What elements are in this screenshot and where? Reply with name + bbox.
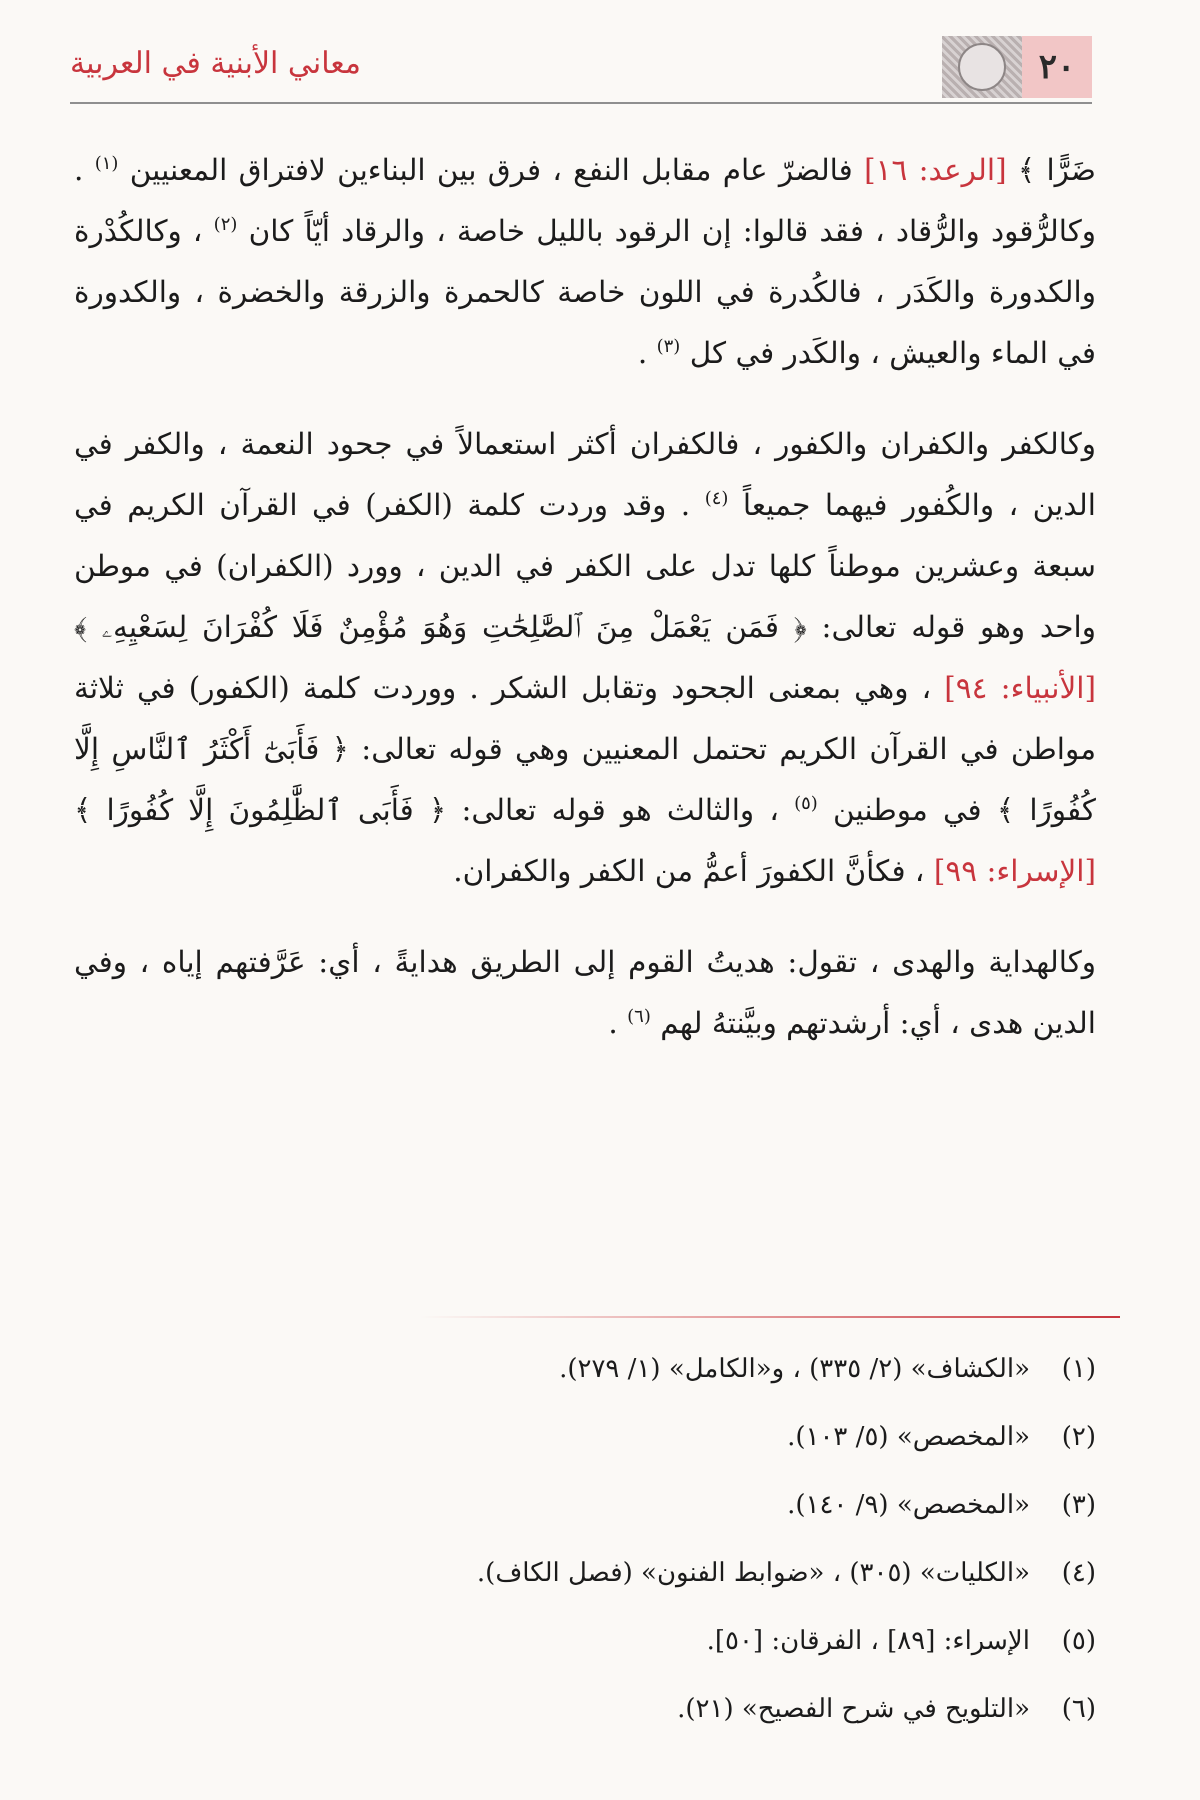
footnote-item: [74, 1420, 1096, 1488]
paragraph-1: [74, 140, 1096, 384]
body-text: . وكالرُّقود والرُّقاد ، فقد قالوا: إن الرقود بالليل خاصة ، والرقاد أيّاً كان: [74, 153, 1096, 248]
footnote-number: (٢): [1061, 1422, 1096, 1452]
footnote-text: «المخصص» (٩/ ١٤٠).: [787, 1490, 1030, 1520]
footnote-number: (٦): [1061, 1694, 1096, 1724]
paragraph-2: [74, 414, 1096, 902]
footnote-marker: (٥): [794, 793, 818, 815]
footnote-marker: (٦): [627, 1006, 651, 1028]
body-text: في موطنين: [833, 793, 982, 827]
footnote-item: [74, 1352, 1096, 1420]
footnote-text: «الكشاف» (٢/ ٣٣٥) ، و«الكامل» (١/ ٢٧٩).: [559, 1354, 1030, 1384]
book-title: معاني الأبنية في العربية: [70, 46, 361, 81]
verse-reference: [الإسراء: ٩٩]: [933, 854, 1096, 888]
body-text: وكالهداية والهدى ، تقول: هديتُ القوم إلى الطريق هدايةً ، أي: عَرَّفتهم إياه ، وفي الدين هدى ، أي: أرشدتهم وبيَّنتهُ لهم: [74, 945, 1096, 1040]
body-text: ، وكالكُدْرة والكدورة والكَدَر ، فالكُدرة في اللون خاصة كالحمرة والزرقة والخضرة ، والكدورة في الماء والعيش ، والكَدر في كل: [74, 214, 1096, 370]
footnote-item: [74, 1624, 1096, 1692]
body-text: .: [637, 336, 648, 370]
page-number: ٢٠: [1038, 47, 1076, 87]
footnote-number: (٥): [1061, 1626, 1096, 1656]
running-header: [70, 36, 1092, 98]
footnote-number: (١): [1061, 1354, 1096, 1384]
footnote-marker: (٢): [213, 214, 238, 236]
footnote-marker: (١): [94, 153, 119, 175]
footnote-item: [74, 1488, 1096, 1556]
footnote-text: «المخصص» (٥/ ١٠٣).: [787, 1422, 1030, 1452]
body-text: وكالكفر والكفران والكفور ، فالكفران أكثر استعمالاً في جحود النعمة ، والكفر في الدين ، والكُفور فيهما جميعاً: [74, 427, 1096, 522]
footnote-item: [74, 1556, 1096, 1624]
footnotes: [74, 1352, 1096, 1760]
ornament-icon: [942, 36, 1022, 98]
main-text: [74, 140, 1096, 1084]
footnote-text: «الكليات» (٣٠٥) ، «ضوابط الفنون» (فصل الكاف).: [476, 1558, 1030, 1588]
body-text: .: [608, 1006, 618, 1040]
quran-verse: ﴿ فَأَبَى ٱلظَّٰلِمُونَ إِلَّا كُفُورًا ﴾: [74, 793, 447, 827]
footnote-divider: [420, 1316, 1120, 1318]
body-text: . وقد وردت كلمة (الكفر) في القرآن الكريم في سبعة وعشرين موطناً كلها تدل على الكفر في الدين ، وورد (الكفران) في موطن واحد وهو قوله تعالى:: [74, 488, 1096, 644]
footnote-number: (٣): [1061, 1490, 1096, 1520]
body-text: ، والثالث هو قوله تعالى:: [446, 793, 779, 827]
quran-verse: ضَرًّا ﴾: [1017, 153, 1096, 187]
footnote-item: [74, 1692, 1096, 1760]
paragraph-3: [74, 932, 1096, 1054]
footnote-marker: (٣): [656, 336, 681, 358]
body-text: ، فكأنَّ الكفورَ أعمُّ من الكفر والكفران.: [453, 854, 925, 888]
footnote-text: «التلويح في شرح الفصيح» (٢١).: [677, 1694, 1030, 1724]
quran-verse: ﴿ فَمَن يَعْمَلْ مِنَ ٱلصَّٰلِحَٰتِ وَهُوَ مُؤْمِنٌ فَلَا كُفْرَانَ لِسَعْيِهِۦ ﴾: [74, 610, 807, 644]
footnote-marker: (٤): [704, 488, 729, 510]
page-number-box: [942, 36, 1092, 98]
header-divider: [70, 102, 1092, 104]
body-text: فالضرّ عام مقابل النفع ، فرق بين البناءين لافتراق المعنيين: [129, 153, 853, 187]
body-text: ، وهي بمعنى الجحود وتقابل الشكر . ووردت كلمة (الكفور) في ثلاثة مواطن في القرآن الكريم تحتمل المعنيين وهي قوله تعالى:: [74, 671, 1097, 766]
quran-verse: ﴿ فَأَبَىٰٓ أَكْثَرُ ٱلنَّاسِ إِلَّا كُفُورًا ﴾: [74, 732, 1096, 827]
footnote-number: (٤): [1061, 1558, 1096, 1588]
footnote-text: الإسراء: [٨٩] ، الفرقان: [٥٠].: [706, 1626, 1030, 1656]
verse-reference: [الرعد: ١٦]: [864, 153, 1007, 187]
verse-reference: [الأنبياء: ٩٤]: [944, 671, 1096, 705]
